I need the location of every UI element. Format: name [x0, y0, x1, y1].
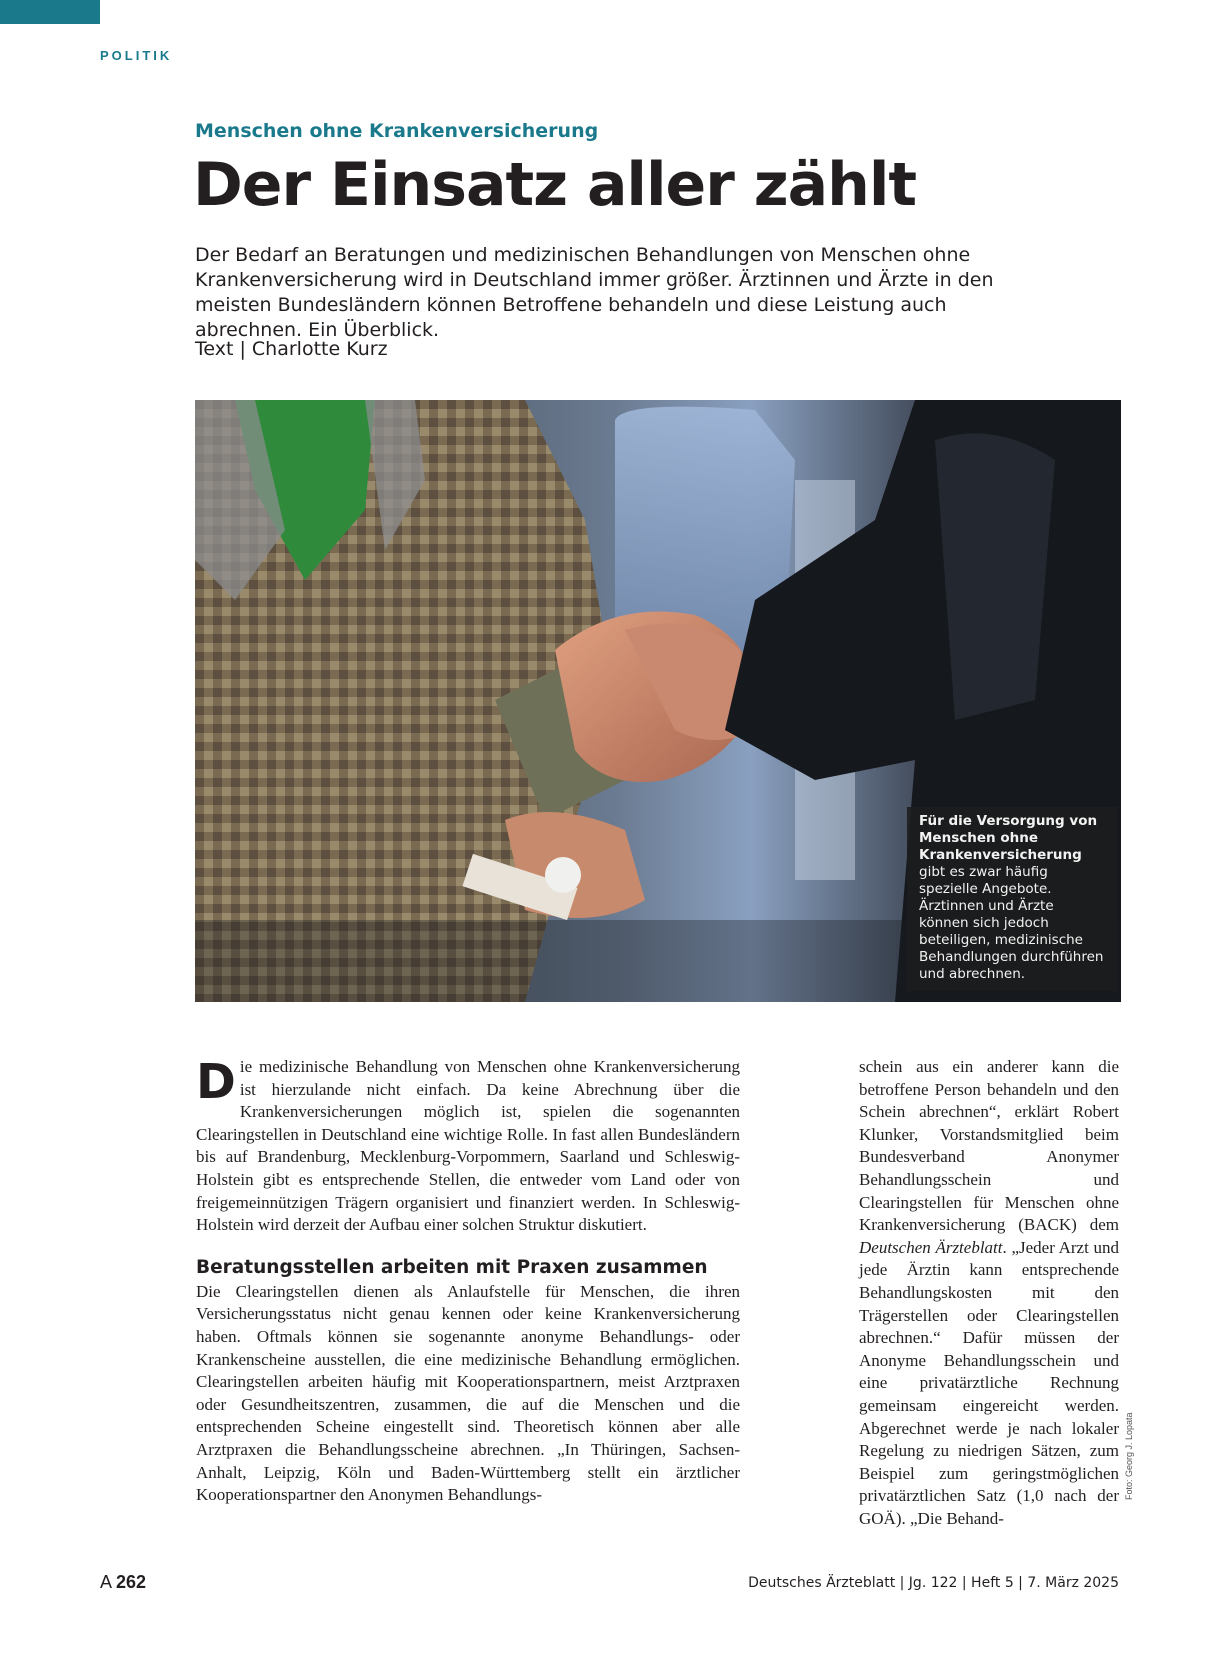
article-headline: Der Einsatz aller zählt [193, 150, 917, 220]
photo-caption [907, 807, 1117, 991]
photo-caption-bold: Für die Versorgung von Menschen ohne Krankenversicherung [919, 813, 1098, 863]
photo-credit: Foto: Georg J. Lopata [1124, 1412, 1134, 1500]
section-label: POLITIK [100, 48, 173, 63]
body-paragraph-3-text-a: schein aus ein anderer kann die betroffene Person behandeln und den Schein abrechnen“, erklärt Robert Klunker, Vorstandsmitglied beim Bundesverband Anonymer Behandlungsschein und Clearingstellen für Menschen ohne Krankenversicherung (BACK) dem [859, 1057, 1119, 1235]
page-number [100, 1572, 146, 1593]
article-subhead: Beratungsstellen arbeiten mit Praxen zusammen [196, 1256, 708, 1278]
drop-cap: D [196, 1054, 236, 1110]
journal-footer: Deutsches Ärzteblatt | Jg. 122 | Heft 5 | 7. März 2025 [748, 1575, 1119, 1591]
body-paragraph-1 [196, 1056, 740, 1237]
corner-accent-bar [0, 0, 100, 24]
page-number-value: 262 [116, 1572, 147, 1592]
journal-name-italic: Deutschen Ärzteblatt [859, 1237, 1003, 1257]
body-paragraph-3-text-b: . „Jeder Arzt und jede Ärztin kann entsprechende Behandlungskosten mit den Trägerstellen oder Clearingstellen abrechnen.“ Dafür müssen der Anonyme Behandlungsschein und eine privatärztliche Rechnung gemeinsam eingereicht werden. Abgerechnet werde je nach lokaler Regelung zu niedrigen Sätzen, zum Beispiel zum geringstmöglichen privatärztlichen Satz (1,0 nach der GOÄ). „Die Behand- [859, 1237, 1119, 1528]
page-prefix: A [100, 1572, 112, 1592]
article-column-left [196, 1056, 740, 1507]
article-byline: Text | Charlotte Kurz [195, 338, 388, 360]
body-paragraph-1-text: ie medizinische Behandlung von Menschen ohne Krankenversicherung ist hierzulande nicht einfach. Da keine Abrechnung über die Krankenversicherungen möglich ist, spielen die sogenannten Clearingstellen in Deutschland eine wichtige Rolle. In fast allen Bundesländern bis auf Brandenburg, Mecklenburg-Vorpommern, Saarland und Schleswig-Holstein gibt es entsprechende Stellen, die entweder vom Land oder von freigemeinnützigen Trägern organisiert und finanziert werden. In Schleswig-Holstein wird derzeit der Aufbau einer solchen Struktur diskutiert. [196, 1057, 740, 1235]
body-paragraph-3 [859, 1056, 1119, 1530]
photo-caption-text: gibt es zwar häufig spezielle Angebote. Ärztinnen und Ärzte können sich jedoch beteiligen, medizinische Behandlungen durchführen und abrechnen. [919, 864, 1104, 982]
article-kicker: Menschen ohne Krankenversicherung [195, 120, 599, 142]
body-paragraph-2: Die Clearingstellen dienen als Anlaufstelle für Menschen, die ihren Versicherungsstatus nicht genau kennen oder keine Krankenversicherung haben. Oftmals können sie sogenannte anonyme Behandlungs- oder Krankenscheine ausstellen, die eine medizinische Behandlung ermöglichen. Clearingstellen arbeiten häufig mit Kooperationspartnern, meist Arztpraxen oder Gesundheitszentren, zusammen, die auf die Menschen und die entsprechenden Scheine eingestellt sind. Theoretisch können aber alle Arztpraxen die Behandlungsscheine abrechnen. „In Thüringen, Sachsen-Anhalt, Leipzig, Köln und Baden-Württemberg stellt ein ärztlicher Kooperationspartner den Anonymen Behandlungs- [196, 1281, 740, 1505]
article-lead: Der Bedarf an Beratungen und medizinischen Behandlungen von Menschen ohne Krankenversicherung wird in Deutschland immer größer. Ärztinnen und Ärzte in den meisten Bundesländern können Betroffene behandeln und diese Leistung auch abrechnen. Ein Überblick. [195, 244, 994, 341]
article-column-right [859, 1056, 1119, 1530]
